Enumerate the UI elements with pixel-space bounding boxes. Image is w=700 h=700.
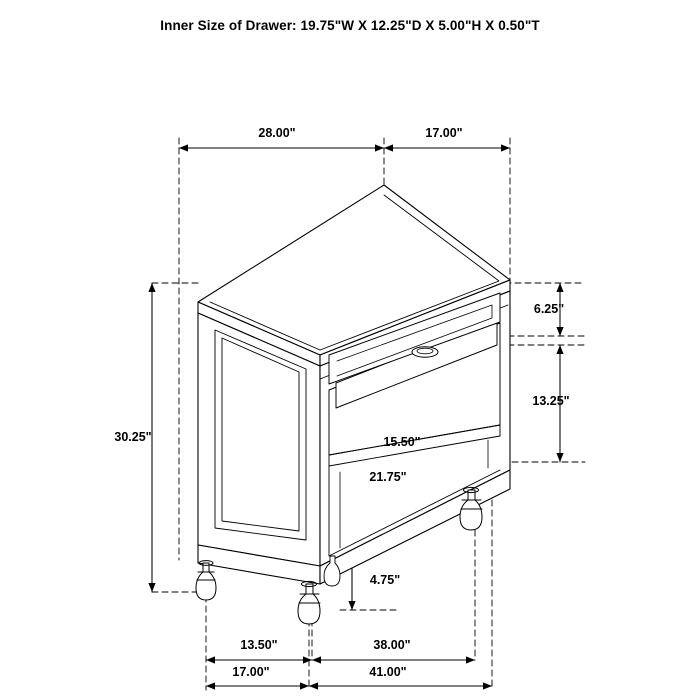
dimension-label-bottom-right-width: 38.00" <box>373 638 411 652</box>
dimension-label-top-right-width: 17.00" <box>425 126 463 140</box>
page-title: Inner Size of Drawer: 19.75"W X 12.25"D X 5.00"H X 0.50"T <box>160 18 540 33</box>
dimension-label-base-left-depth: 17.00" <box>232 665 270 679</box>
dimension-label-drawer-front-height: 6.25" <box>533 302 565 316</box>
dimension-label-inner-depth: 15.50" <box>383 435 421 449</box>
dimension-label-base-right-width: 41.00" <box>369 665 407 679</box>
dimension-label-overall-height: 30.25" <box>114 430 152 444</box>
dimension-label-leg-height: 4.75" <box>369 573 401 587</box>
dimension-label-inner-width: 21.75" <box>369 470 407 484</box>
dimension-label-top-left-width: 28.00" <box>258 126 296 140</box>
dimension-label-opening-height: 13.25" <box>532 394 570 408</box>
dimension-label-bottom-left-depth: 13.50" <box>240 638 278 652</box>
